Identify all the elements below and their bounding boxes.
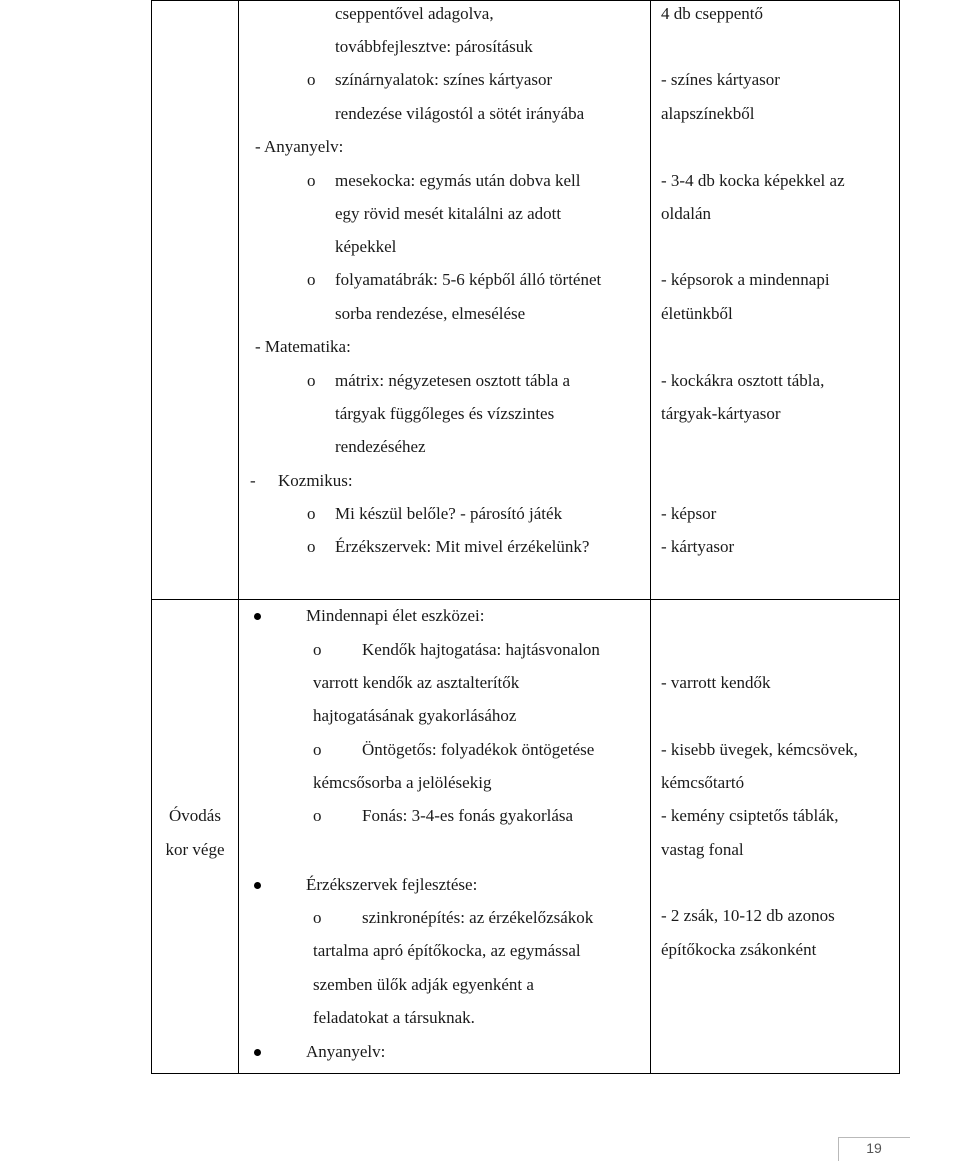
materials-line: - kockákra osztott tábla, xyxy=(661,371,825,390)
text-line: mátrix: négyzetesen osztott tábla a xyxy=(335,371,571,390)
materials-line: építőkocka zsákonként xyxy=(661,940,817,959)
text-line: Mi készül belőle? - párosító játék xyxy=(335,504,563,523)
materials-line: - képsor xyxy=(661,504,717,523)
materials-line: vastag fonal xyxy=(661,840,744,859)
materials-line: oldalán xyxy=(661,204,712,223)
materials-line: 4 db cseppentő xyxy=(661,4,763,23)
text-line: feladatokat a társuknak. xyxy=(313,1008,475,1027)
list-marker: o xyxy=(307,504,316,523)
text-line: Kendők hajtogatása: hajtásvonalon xyxy=(362,640,600,659)
text-line: tartalma apró építőkocka, az egymással xyxy=(313,941,581,960)
text-line: képekkel xyxy=(335,237,397,256)
text-line: továbbfejlesztve: párosításuk xyxy=(335,37,533,56)
text-line: Fonás: 3-4-es fonás gyakorlása xyxy=(362,806,574,825)
text-line: cseppentővel adagolva, xyxy=(335,4,494,23)
text-line: szinkronépítés: az érzékelőzsákok xyxy=(362,908,594,927)
text-line: Öntögetős: folyadékok öntögetése xyxy=(362,740,595,759)
text-line: kémcsősorba a jelölésekig xyxy=(313,773,492,792)
text-line: színárnyalatok: színes kártyasor xyxy=(335,70,553,89)
section-heading: Mindennapi élet eszközei: xyxy=(306,606,485,625)
list-marker: o xyxy=(307,270,316,289)
materials-line: - varrott kendők xyxy=(661,673,771,692)
text-line: szemben ülők adják egyenként a xyxy=(313,975,534,994)
text-line: hajtogatásának gyakorlásához xyxy=(313,706,517,725)
text-line: rendezéséhez xyxy=(335,437,426,456)
materials-line: alapszínekből xyxy=(661,104,755,123)
bullet-icon xyxy=(254,882,261,889)
age-label: kor vége xyxy=(165,840,225,859)
list-marker: - xyxy=(250,471,256,490)
materials-line: tárgyak-kártyasor xyxy=(661,404,781,423)
text-line: rendezése világostól a sötét irányába xyxy=(335,104,585,123)
text-line: varrott kendők az asztalterítők xyxy=(313,673,520,692)
column-divider-left xyxy=(238,1,239,1073)
materials-line: - kemény csiptetős táblák, xyxy=(661,806,839,825)
text-line: sorba rendezése, elmesélése xyxy=(335,304,526,323)
row-divider xyxy=(152,599,899,600)
list-marker: o xyxy=(307,371,316,390)
materials-line: - kártyasor xyxy=(661,537,735,556)
bullet-icon xyxy=(254,1049,261,1056)
text-line: folyamatábrák: 5-6 képből álló történet xyxy=(335,270,602,289)
text-line: mesekocka: egymás után dobva kell xyxy=(335,171,581,190)
materials-line: - színes kártyasor xyxy=(661,70,780,89)
list-marker: o xyxy=(307,171,316,190)
materials-line: - 3-4 db kocka képekkel az xyxy=(661,171,845,190)
materials-line: - kisebb üvegek, kémcsövek, xyxy=(661,740,858,759)
list-marker: o xyxy=(307,70,316,89)
section-heading: Érzékszervek fejlesztése: xyxy=(306,875,478,894)
materials-line: kémcsőtartó xyxy=(661,773,745,792)
text-line: tárgyak függőleges és vízszintes xyxy=(335,404,555,423)
column-divider-right xyxy=(650,1,651,1073)
section-heading: - Matematika: xyxy=(255,337,351,356)
list-marker: o xyxy=(313,640,322,659)
materials-line: - 2 zsák, 10-12 db azonos xyxy=(661,906,835,925)
text-line: egy rövid mesét kitalálni az adott xyxy=(335,204,562,223)
section-heading: - Anyanyelv: xyxy=(255,137,344,156)
bullet-icon xyxy=(254,613,261,620)
section-heading: Kozmikus: xyxy=(278,471,353,490)
list-marker: o xyxy=(307,537,316,556)
list-marker: o xyxy=(313,740,322,759)
materials-line: - képsorok a mindennapi xyxy=(661,270,830,289)
materials-line: életünkből xyxy=(661,304,733,323)
age-label: Óvodás xyxy=(169,806,221,825)
text-line: Érzékszervek: Mit mivel érzékelünk? xyxy=(335,537,590,556)
list-marker: o xyxy=(313,908,322,927)
page-number: 19 xyxy=(866,1140,882,1156)
list-marker: o xyxy=(313,806,322,825)
section-heading: Anyanyelv: xyxy=(306,1042,386,1061)
